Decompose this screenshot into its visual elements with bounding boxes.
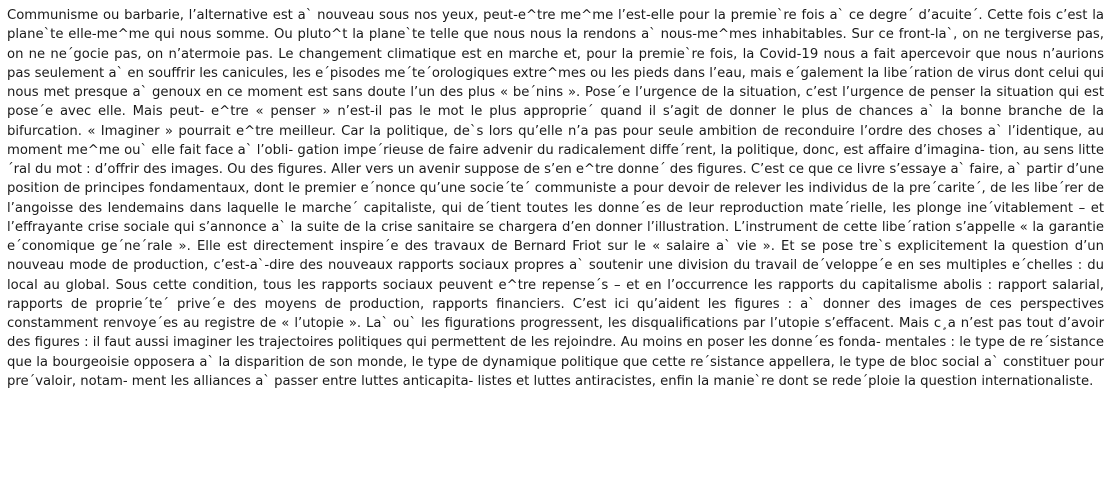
body-paragraph: Communisme ou barbarie, l’alternative est a` nouveau sous nos yeux, peut-e^tre me^me l’est-elle pour la premie`re fois a` ce degre´ d’acuite´. Cette fois c’est la plane`te elle-me^me qui nous somme. Ou pluto^t la plane`te telle que nous nous la rendons a` nous-me^mes inhabitables. Sur ce front-la`, on ne tergiverse pas, on ne ne´gocie pas, on n’atermoie pas. Le changement climatique est en marche et, pour la premie`re fois, la Covid-19 nous a fait apercevoir que nous n’aurions pas seulement a` en souffrir les canicules, les e´pisodes me´te´orologiques extre^mes ou les pieds dans l’eau, mais e´galement la libe´ration de virus dont celui qui nous met presque a` genoux en ce moment est sans doute l’un des plus « be´nins ». Pose´e l’urgence de la situation, c’est l’urgence de penser la situation qui est pose´e avec elle. Mais peut- e^tre « penser » n’est-il pas le mot le plus approprie´ quand il s’agit de donner le plus de chances a` la bonne branche de la bifurcation. « Imaginer » pourrait e^tre meilleur. Car la politique, de`s lors qu’elle n’a pas pour seule ambition de reconduire l’ordre des choses a` l’identique, au moment me^me ou` elle fait face a` l’obli- gation impe´rieuse de faire advenir du radicalement diffe´rent, la politique, donc, est affaire d’imagina- tion, au sens litte´ral du mot : d’offrir des images. Ou des figures. Aller vers un avenir suppose de s’en e^tre donne´ des figures. C’est ce que ce livre s’essaye a` faire, a` partir d’une position de principes fondamentaux, dont le premier e´nonce qu’une socie´te´ communiste a pour devoir de relever les individus de la pre´carite´, de les libe´rer de l’angoisse des lendemains dans laquelle le marche´ capitaliste, qui de´tient toutes les donne´es de leur reproduction mate´rielle, les plonge ine´vitablement – et l’effrayante crise sociale qui s’annonce a` la suite de la crise sanitaire se chargera d’en donner l’illustration. L’instrument de cette libe´ration s’appelle « la garantie e´conomique ge´ne´rale ». Elle est directement inspire´e des travaux de Bernard Friot sur le « salaire a` vie ». Et se pose tre`s explicitement la question d’un nouveau mode de production, c’est-a`-dire des nouveaux rapports sociaux propres a` soutenir une division du travail de´veloppe´e en ses multiples e´chelles : du local au global. Sous cette condition, tous les rapports sociaux peuvent e^tre repense´s – et en l’occurrence les rapports du capitalisme abolis : rapport salarial, rapports de proprie´te´ prive´e des moyens de production, rapports financiers. C’est ici qu’aident les figures : a` donner des images de ces perspectives constamment renvoye´es au registre de « l’utopie ». La` ou` les figurations progressent, les disqualifications par l’utopie s’effacent. Mais c¸a n’est pas tout d’avoir des figures : il faut aussi imaginer les trajectoires politiques qui permettent de les rejoindre. Au moins en poser les donne´es fonda- mentales : le type de re´sistance que la bourgeoisie opposera a` la disparition de son monde, le type de dynamique politique que cette re´sistance appellera, le type de bloc social a` constituer pour pre´valoir, notam- ment les alliances a` passer entre luttes anticapita- listes et luttes antiracistes, enfin la manie`re dont se rede´ploie la question internationaliste. bbox=[7, 8, 1104, 389]
